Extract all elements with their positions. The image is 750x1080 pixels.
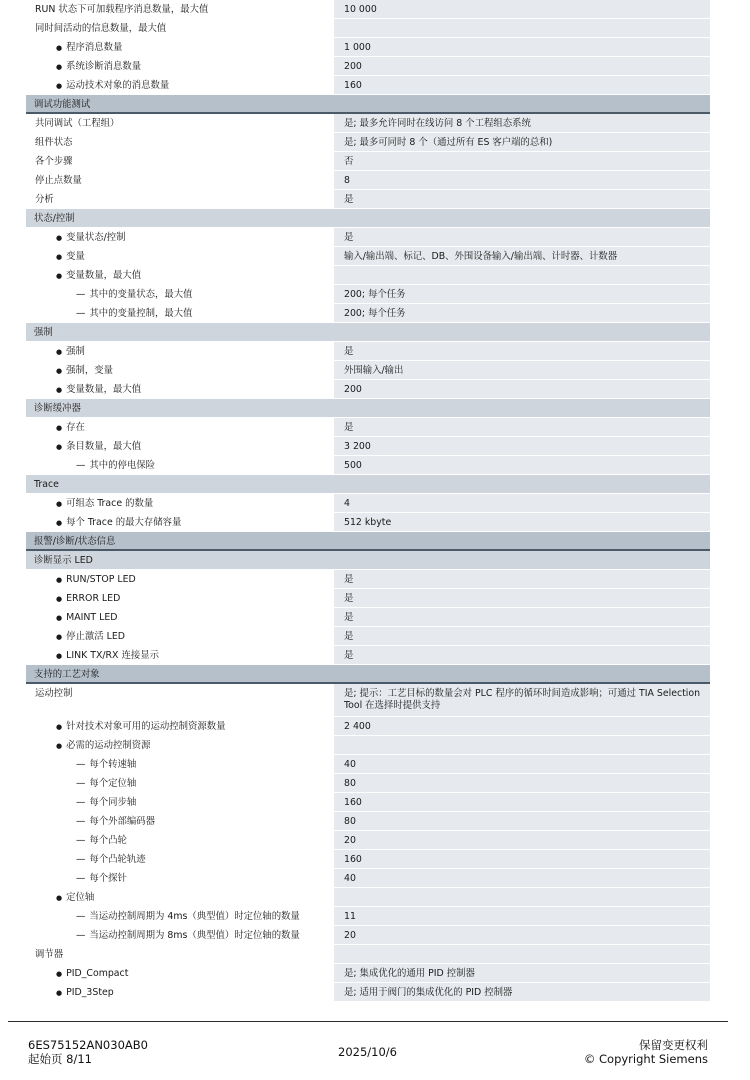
label-cell	[26, 209, 710, 227]
spec-row	[26, 304, 710, 323]
spec-row	[26, 19, 710, 38]
row-label-text: 强制	[66, 346, 85, 357]
row-label	[35, 156, 73, 168]
spec-row	[26, 57, 710, 76]
row-value: 512 kbyte	[344, 517, 392, 528]
spec-row	[26, 418, 710, 437]
row-value: 外围输入/输出	[344, 365, 404, 376]
dash-marker: —	[76, 835, 86, 846]
row-label-text: 各个步骤	[35, 156, 73, 167]
dash-marker: —	[76, 308, 86, 319]
row-label-text: 诊断显示 LED	[34, 555, 93, 566]
spec-row	[26, 133, 710, 152]
bullet-marker: ●	[56, 253, 63, 261]
spec-row	[26, 0, 710, 19]
row-value: 40	[344, 759, 356, 770]
row-value: 40	[344, 873, 356, 884]
row-label	[56, 968, 128, 980]
bullet-marker: ●	[56, 652, 63, 660]
row-label	[35, 118, 119, 130]
row-label	[56, 892, 94, 904]
row-label	[76, 854, 146, 866]
spec-row	[26, 494, 710, 513]
row-label-text: 分析	[35, 194, 54, 205]
row-label	[56, 80, 169, 92]
bullet-marker: ●	[56, 44, 63, 52]
row-label-text: MAINT LED	[66, 612, 118, 623]
row-value: 是	[344, 631, 354, 642]
bullet-marker: ●	[56, 970, 63, 978]
row-label-text: ERROR LED	[66, 593, 121, 604]
section-header	[26, 532, 710, 551]
spec-row	[26, 831, 710, 850]
bullet-marker: ●	[56, 386, 63, 394]
row-label-text: 针对技术对象可用的运动控制资源数量	[66, 721, 226, 732]
label-cell	[26, 475, 710, 493]
spec-row	[26, 285, 710, 304]
bullet-marker: ●	[56, 742, 63, 750]
row-label-text: 变量	[66, 251, 85, 262]
row-label	[34, 99, 90, 111]
row-label	[34, 669, 100, 681]
row-value: 是; 适用于阀门的集成优化的 PID 控制器	[344, 987, 513, 998]
row-label-text: 每个 Trace 的最大存储容量	[66, 517, 182, 528]
bullet-marker: ●	[56, 234, 63, 242]
row-label	[76, 308, 193, 320]
row-label-text: 组件状态	[35, 137, 73, 148]
label-cell	[26, 869, 334, 887]
subsection-header	[26, 475, 710, 494]
dash-marker: —	[76, 460, 86, 471]
bullet-marker: ●	[56, 894, 63, 902]
row-label-text: 报警/诊断/状态信息	[34, 536, 116, 547]
spec-row	[26, 190, 710, 209]
row-label	[34, 327, 53, 339]
dash-marker: —	[76, 930, 86, 941]
label-cell	[26, 399, 710, 417]
spec-row	[26, 361, 710, 380]
row-label	[56, 441, 141, 453]
label-cell	[26, 532, 710, 549]
row-value: 是	[344, 593, 354, 604]
dash-marker: —	[76, 797, 86, 808]
row-value: 11	[344, 911, 356, 922]
row-label	[35, 137, 73, 149]
label-cell	[26, 793, 334, 811]
row-label-text: 每个转速轴	[89, 759, 137, 770]
bullet-marker: ●	[56, 989, 63, 997]
row-label-text: 当运动控制周期为 4ms（典型值）时定位轴的数量	[89, 911, 300, 922]
row-label-text: 每个外部编码器	[89, 816, 156, 827]
bullet-marker: ●	[56, 595, 63, 603]
label-cell	[26, 551, 710, 569]
row-label-text: 存在	[66, 422, 85, 433]
row-label-text: 停止激活 LED	[66, 631, 125, 642]
row-label-text: RUN 状态下可加载程序消息数量，最大值	[35, 4, 209, 15]
label-cell	[26, 190, 334, 208]
row-label-text: 强制	[34, 327, 53, 338]
row-label-text: 条目数量，最大值	[66, 441, 142, 452]
row-label-text: 调试功能测试	[34, 99, 91, 110]
bullet-marker: ●	[56, 614, 63, 622]
row-value: 8	[344, 175, 350, 186]
dash-marker: —	[76, 778, 86, 789]
row-label	[76, 911, 300, 923]
spec-row	[26, 717, 710, 736]
spec-row	[26, 171, 710, 190]
document-date: 2025/10/6	[338, 1045, 397, 1059]
row-label	[35, 175, 82, 187]
spec-row	[26, 774, 710, 793]
page-indicator: 起始页 8/11	[28, 1052, 92, 1066]
row-value: 2 400	[344, 721, 371, 732]
row-label	[35, 949, 63, 961]
row-label-text: 每个凸轮	[89, 835, 127, 846]
row-label	[56, 650, 159, 662]
row-label-text: 调节器	[35, 949, 64, 960]
row-label	[35, 23, 166, 35]
spec-row	[26, 38, 710, 57]
row-value: 20	[344, 835, 356, 846]
spec-row	[26, 812, 710, 831]
row-value: 是	[344, 612, 354, 623]
dash-marker: —	[76, 759, 86, 770]
spec-row	[26, 755, 710, 774]
dash-marker: —	[76, 911, 86, 922]
row-value: 是; 提示：工艺目标的数量会对 PLC 程序的循环时间造成影响；可通过 TIA Selection Tool 在选择时提供支持	[344, 688, 701, 711]
spec-row	[26, 983, 710, 1002]
label-cell	[26, 95, 710, 112]
row-label-text: PID_Compact	[66, 968, 129, 979]
row-value: 160	[344, 80, 362, 91]
spec-row	[26, 736, 710, 755]
row-value: 是	[344, 422, 354, 433]
row-label	[76, 778, 136, 790]
row-value: 输入/输出端、标记、DB、外围设备输入/输出端、计时器、计数器	[344, 251, 618, 262]
row-label	[56, 61, 141, 73]
spec-row	[26, 380, 710, 399]
row-label	[56, 346, 85, 358]
row-label	[35, 194, 54, 206]
row-label-text: LINK TX/RX 连接显示	[66, 650, 159, 661]
row-label	[76, 759, 136, 771]
row-label-text: 其中的停电保险	[89, 460, 156, 471]
row-label-text: 其中的变量控制，最大值	[89, 308, 193, 319]
bullet-marker: ●	[56, 63, 63, 71]
section-header	[26, 95, 710, 114]
spec-row	[26, 684, 710, 717]
row-label-text: 变量数量，最大值	[66, 384, 142, 395]
row-label-text: RUN/STOP LED	[66, 574, 136, 585]
row-label	[56, 740, 151, 752]
spec-row	[26, 152, 710, 171]
row-value: 是	[344, 574, 354, 585]
row-label	[56, 721, 226, 733]
spec-row	[26, 456, 710, 475]
row-label	[76, 816, 155, 828]
row-value: 200; 每个任务	[344, 308, 406, 319]
row-label	[56, 384, 141, 396]
row-label	[56, 270, 141, 282]
row-value: 是; 最多可同时 8 个（通过所有 ES 客户端的总和)	[344, 137, 553, 148]
row-label	[34, 403, 81, 415]
spec-row	[26, 76, 710, 95]
spec-row	[26, 114, 710, 133]
bullet-marker: ●	[56, 633, 63, 641]
dash-marker: —	[76, 816, 86, 827]
row-label	[34, 536, 115, 548]
spec-row	[26, 608, 710, 627]
bullet-marker: ●	[56, 500, 63, 508]
row-label	[76, 930, 300, 942]
row-label	[76, 289, 193, 301]
spec-row	[26, 342, 710, 361]
row-value: 200	[344, 61, 362, 72]
row-label-text: 变量状态/控制	[66, 232, 126, 243]
row-value: 200; 每个任务	[344, 289, 406, 300]
row-label	[56, 498, 153, 510]
row-value: 20	[344, 930, 356, 941]
row-label	[34, 213, 75, 225]
row-label	[34, 479, 59, 491]
row-label-text: 支持的工艺对象	[34, 669, 100, 680]
bullet-marker: ●	[56, 348, 63, 356]
bullet-marker: ●	[56, 82, 63, 90]
row-value: 500	[344, 460, 362, 471]
spec-row	[26, 850, 710, 869]
spec-row	[26, 793, 710, 812]
row-label	[56, 42, 122, 54]
row-label	[56, 517, 181, 529]
bullet-marker: ●	[56, 424, 63, 432]
spec-row	[26, 945, 710, 964]
row-label-text: PID_3Step	[66, 987, 114, 998]
row-label	[76, 797, 136, 809]
row-label	[56, 422, 85, 434]
row-label-text: 可组态 Trace 的数量	[66, 498, 154, 509]
spec-row	[26, 627, 710, 646]
row-label	[34, 555, 93, 567]
row-label-text: 变量数量，最大值	[66, 270, 142, 281]
row-value: 是; 集成优化的通用 PID 控制器	[344, 968, 475, 979]
spec-table	[26, 0, 710, 1002]
row-label	[56, 365, 113, 377]
row-label-text: 运动控制	[35, 688, 73, 699]
label-cell	[26, 755, 334, 773]
row-value: 1 000	[344, 42, 371, 53]
row-value: 160	[344, 797, 362, 808]
copyright: © Copyright Siemens	[583, 1052, 708, 1066]
row-value: 160	[344, 854, 362, 865]
spec-row	[26, 247, 710, 266]
subsection-header	[26, 323, 710, 342]
label-cell	[26, 850, 334, 868]
row-value: 是	[344, 194, 354, 205]
row-label-text: 停止点数量	[35, 175, 82, 186]
spec-row	[26, 570, 710, 589]
spec-row	[26, 228, 710, 247]
row-label-text: 每个定位轴	[89, 778, 137, 789]
row-label-text: 强制，变量	[66, 365, 113, 376]
label-cell	[26, 456, 334, 474]
rights-notice: 保留变更权利	[639, 1038, 708, 1052]
footer-divider	[8, 1021, 728, 1022]
row-value: 80	[344, 816, 356, 827]
order-number: 6ES75152AN030AB0	[28, 1038, 148, 1052]
label-cell	[26, 945, 334, 963]
dash-marker: —	[76, 854, 86, 865]
spec-row	[26, 869, 710, 888]
row-label-text: 系统诊断消息数量	[66, 61, 142, 72]
row-label	[35, 688, 73, 700]
row-label-text: 诊断缓冲器	[34, 403, 81, 414]
bullet-marker: ●	[56, 443, 63, 451]
row-label-text: 当运动控制周期为 8ms（典型值）时定位轴的数量	[89, 930, 300, 941]
subsection-header	[26, 551, 710, 570]
row-label-text: 必需的运动控制资源	[66, 740, 151, 751]
spec-row	[26, 266, 710, 285]
bullet-marker: ●	[56, 723, 63, 731]
row-label	[56, 232, 126, 244]
spec-row	[26, 907, 710, 926]
bullet-marker: ●	[56, 367, 63, 375]
bullet-marker: ●	[56, 576, 63, 584]
row-value: 否	[344, 156, 354, 167]
row-label-text: 程序消息数量	[66, 42, 123, 53]
spec-row	[26, 646, 710, 665]
row-label-text: Trace	[34, 479, 59, 490]
row-value: 是; 最多允许同时在线访问 8 个工程组态系统	[344, 118, 531, 129]
label-cell	[26, 774, 334, 792]
row-value: 是	[344, 232, 354, 243]
row-label	[56, 251, 85, 263]
spec-row	[26, 437, 710, 456]
dash-marker: —	[76, 289, 86, 300]
row-label	[56, 612, 117, 624]
spec-row	[26, 964, 710, 983]
row-label-text: 定位轴	[66, 892, 95, 903]
label-cell	[26, 323, 710, 341]
spec-row	[26, 589, 710, 608]
row-label	[56, 631, 125, 643]
bullet-marker: ●	[56, 519, 63, 527]
subsection-header	[26, 209, 710, 228]
row-value: 200	[344, 384, 362, 395]
row-label	[56, 987, 114, 999]
row-label-text: 每个凸轮轨迹	[89, 854, 146, 865]
row-value: 80	[344, 778, 356, 789]
dash-marker: —	[76, 873, 86, 884]
row-label-text: 每个探针	[89, 873, 127, 884]
row-value: 4	[344, 498, 350, 509]
row-value: 3 200	[344, 441, 371, 452]
label-cell	[26, 665, 710, 682]
row-value: 是	[344, 650, 354, 661]
row-label	[76, 873, 127, 885]
label-cell	[26, 812, 334, 830]
row-label-text: 状态/控制	[34, 213, 75, 224]
row-label	[35, 4, 208, 16]
spec-row	[26, 926, 710, 945]
section-header	[26, 665, 710, 684]
row-label-text: 其中的变量状态，最大值	[89, 289, 193, 300]
label-cell	[26, 831, 334, 849]
bullet-marker: ●	[56, 272, 63, 280]
row-value: 10 000	[344, 4, 377, 15]
row-label-text: 运动技术对象的消息数量	[66, 80, 170, 91]
row-label	[56, 593, 120, 605]
subsection-header	[26, 399, 710, 418]
row-label-text: 每个同步轴	[89, 797, 137, 808]
spec-row	[26, 888, 710, 907]
row-label-text: 共同调试（工程组）	[35, 118, 120, 129]
row-label	[76, 460, 155, 472]
row-label	[56, 574, 136, 586]
spec-row	[26, 513, 710, 532]
row-label-text: 同时间活动的信息数量，最大值	[35, 23, 167, 34]
row-value: 是	[344, 346, 354, 357]
row-label	[76, 835, 127, 847]
